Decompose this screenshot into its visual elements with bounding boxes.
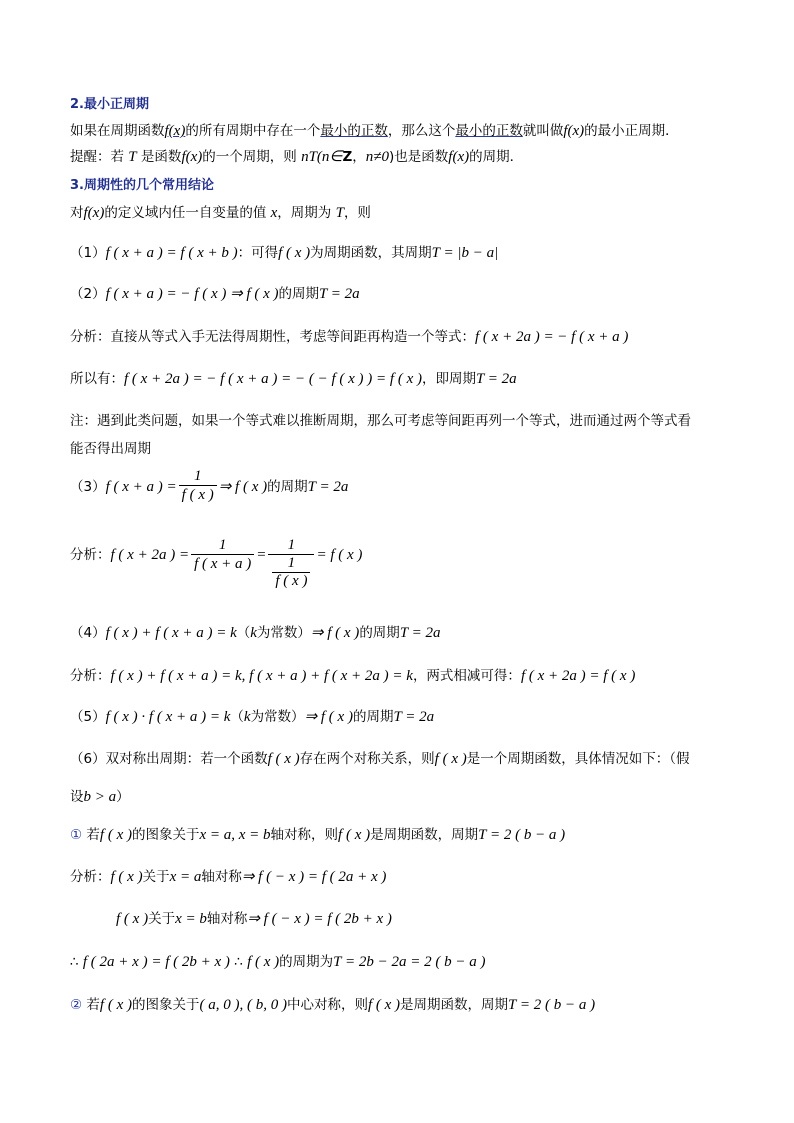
text: ，那么这个 (387, 123, 456, 139)
text: 若 (82, 997, 100, 1013)
text: ） (116, 789, 130, 805)
compound-fraction (268, 537, 314, 590)
text: 分析：直接从等式入手无法得周期性，考虑等间距再构造一个等式： (70, 329, 475, 345)
math: f ( x ) (247, 954, 280, 970)
text: ，即周期 (421, 371, 476, 387)
text: 分析： (70, 869, 111, 885)
math: f(x) (83, 205, 105, 221)
text: 的最小正周期． (584, 123, 679, 139)
math: f ( x ) · f ( x + a ) = k (105, 709, 231, 725)
text: 关于 (142, 869, 170, 885)
numerator: 1 (218, 537, 227, 553)
math: f ( x ) (110, 869, 143, 885)
math: f ( x + 2a ) = (110, 547, 190, 563)
math: f(x) (563, 123, 585, 139)
text: 的周期 (278, 286, 319, 302)
math: b > a (83, 789, 117, 805)
text: 为常数） (256, 625, 311, 641)
math: f ( x + a ) = f ( x + b ) (105, 245, 238, 261)
math: nT(n∈ (301, 149, 343, 165)
case-1 (70, 826, 565, 844)
text: 存在两个对称关系，则 (299, 751, 435, 767)
math: x (270, 205, 278, 221)
math: T (335, 205, 344, 221)
math: = (256, 547, 267, 563)
text: )也是函数 (389, 149, 449, 165)
numerator: 1 (287, 555, 296, 571)
text: 的周期 (267, 478, 308, 495)
math: T = 2b − 2a = 2 ( b − a ) (333, 954, 486, 970)
section-heading-min-period: 2.最小正周期 (70, 97, 149, 112)
text: （ (230, 709, 244, 725)
math: f(x) (181, 149, 203, 165)
text: 就叫做 (522, 123, 564, 139)
math: f ( x + a ) = (105, 478, 177, 495)
math: T = 2a (393, 709, 435, 725)
analysis-4 (70, 667, 635, 685)
analysis-2 (70, 328, 628, 346)
text: ，两式相减可得： (412, 668, 521, 684)
text: 是一个周期函数，具体情况如下：（假 (466, 751, 690, 767)
text: 为常数） (250, 709, 305, 725)
math: n≠0 (365, 149, 389, 165)
math: x = a, x = b (199, 827, 271, 843)
numerator: 1 (287, 537, 296, 553)
math: f ( x ) (367, 997, 401, 1013)
text: 是周期函数，周期 (370, 827, 479, 843)
rule-2 (70, 285, 360, 303)
intro-paragraph (70, 204, 371, 222)
math: T = 2 ( b − a ) (508, 997, 596, 1013)
analysis-6-line-3 (70, 953, 485, 971)
text: 分析： (70, 547, 111, 563)
section-heading-periodicity-conclusions: 3.周期性的几个常用结论 (70, 178, 214, 193)
math: f ( x + a ) = − f ( x ) ⇒ f ( x ) (105, 286, 279, 302)
therefore-symbol: ∴ (234, 954, 243, 970)
math: T = 2a (318, 286, 360, 302)
therefore-symbol: ∴ (70, 954, 79, 970)
math: f ( 2a + x ) = f ( 2b + x ) (82, 954, 230, 970)
math: f(x) (448, 149, 470, 165)
analysis-6-line-2 (116, 910, 392, 928)
math: = f ( x ) (316, 547, 363, 563)
text: 的一个周期，则 (202, 149, 302, 165)
math: x = b (175, 911, 207, 927)
rule-5 (70, 708, 434, 726)
text: 关于 (148, 911, 176, 927)
math: T = 2 ( b − a ) (478, 827, 566, 843)
math: f ( x ) (434, 751, 467, 767)
note-line-2: 能否得出周期 (70, 441, 151, 457)
text: ，周期为 (277, 205, 336, 221)
math: T = 2a (399, 625, 441, 641)
denominator: f ( x ) (179, 485, 217, 505)
rule-6 (70, 750, 690, 768)
math: ⇒ f ( x ) (218, 478, 268, 495)
math: ⇒ f ( − x ) = f ( 2a + x ) (241, 869, 387, 885)
note-line-1: 注：遇到此类问题，如果一个等式难以推断周期，那么可考虑等间距再列一个等式，进而通过两个等式看 (70, 413, 691, 429)
rule-number: （6） (70, 751, 106, 767)
text: 如果在周期函数 (70, 123, 165, 139)
text: 是周期函数，周期 (400, 997, 509, 1013)
text: 是函数 (136, 149, 182, 165)
math: f ( x ) (267, 751, 300, 767)
text: 的周期为 (279, 954, 334, 970)
text: 最小的正数 (455, 123, 523, 139)
math: f ( x ) (99, 827, 132, 843)
rule-number: （4） (70, 625, 106, 641)
analysis-6-line-1 (70, 868, 386, 886)
math: x = a (169, 869, 202, 885)
text: 设 (70, 789, 84, 805)
math: T = 2a (307, 478, 349, 495)
math: k (250, 625, 257, 641)
denominator: f ( x + a ) (191, 554, 254, 574)
text: 双对称出周期：若一个函数 (105, 751, 268, 767)
rule-number: （2） (70, 286, 106, 302)
numerator: 1 (193, 468, 202, 484)
math: f ( x + 2a ) = − f ( x + a ) = − ( − f ( x ) ) = f ( x ) (124, 371, 422, 387)
rule-number: （3） (70, 478, 106, 495)
math: f ( x + 2a ) = − f ( x + a ) (475, 329, 629, 345)
text: 中心对称，则 (286, 997, 368, 1013)
reminder-paragraph (70, 148, 523, 166)
text: 为周期函数，其周期 (310, 245, 432, 261)
text: 对 (70, 205, 84, 221)
math: f ( x ) (278, 245, 311, 261)
math: k (243, 709, 251, 725)
text: 的周期 (352, 709, 394, 725)
math: ( a, 0 ), ( b, 0 ) (199, 997, 287, 1013)
math: T = 2a (475, 371, 517, 387)
math: T (128, 149, 137, 165)
fraction (179, 468, 217, 505)
fraction (191, 537, 254, 574)
text: 的周期 (359, 625, 400, 641)
math: T = |b − a| (431, 245, 499, 261)
text: 的图象关于 (131, 827, 200, 843)
text: ：可得 (237, 245, 279, 261)
math: Z (342, 149, 353, 165)
math: ⇒ f ( x ) (310, 625, 360, 641)
text: 的定义域内任一自变量的值 (104, 205, 271, 221)
text: 所以有： (70, 371, 124, 387)
rule-1 (70, 244, 498, 262)
case-2 (70, 996, 595, 1014)
analysis-3 (70, 537, 362, 590)
math: f(x) (164, 123, 186, 139)
text: 的周期． (469, 149, 524, 165)
math: f ( x ) (338, 827, 371, 843)
rule-4 (70, 624, 441, 642)
text: 轴对称 (201, 869, 242, 885)
math: ⇒ f ( − x ) = f ( 2b + x ) (247, 911, 392, 927)
text: 最小的正数 (320, 123, 388, 139)
math: f ( x ) + f ( x + a ) = k, f ( x + a ) + f ( x + 2a ) = k (110, 668, 413, 684)
circled-number: ① (70, 827, 83, 843)
text: 轴对称，则 (270, 827, 339, 843)
text: 分析： (70, 668, 111, 684)
denominator (268, 554, 314, 590)
definition-paragraph (70, 122, 679, 140)
text: 提醒：若 (70, 149, 129, 165)
text: 的图象关于 (131, 997, 200, 1013)
inner-fraction (272, 555, 310, 590)
circled-number: ② (70, 997, 83, 1013)
text: ，则 (343, 205, 371, 221)
rule-3 (70, 468, 348, 505)
math: ⇒ f ( x ) (304, 709, 353, 725)
text: 的所有周期中存在一个 (185, 123, 321, 139)
rule-number: （1） (70, 245, 106, 261)
rule-6-continued (70, 788, 130, 806)
rule-number: （5） (70, 709, 106, 725)
math: f ( x ) (116, 911, 149, 927)
text: ， (352, 149, 366, 165)
math: f ( x ) + f ( x + a ) = k (105, 625, 237, 641)
text: 若 (82, 827, 100, 843)
text: （ (236, 625, 251, 641)
math: f ( x + 2a ) = f ( x ) (520, 668, 636, 684)
conclusion-2 (70, 370, 517, 388)
denominator: f ( x ) (272, 572, 310, 590)
math: f ( x ) (99, 997, 132, 1013)
text: 轴对称 (206, 911, 248, 927)
